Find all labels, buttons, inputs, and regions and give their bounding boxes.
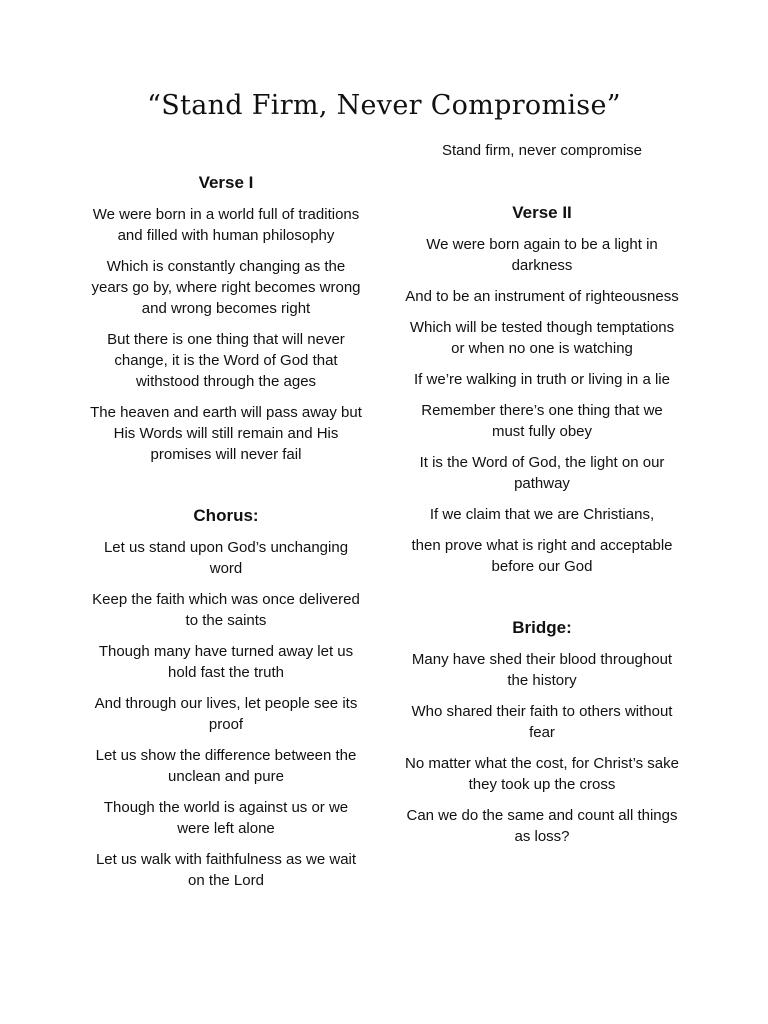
lyric-line: But there is one thing that will never change, it is the Word of God that withstood through the ages	[107, 331, 345, 390]
lyric-line: Let us stand upon God’s unchanging word	[103, 539, 349, 577]
lyric-line: Can we do the same and count all things as loss?	[406, 807, 678, 845]
lyric-line: No matter what the cost, for Christ’s sake they took up the cross	[405, 755, 679, 793]
bridge-heading: Bridge:	[512, 618, 572, 637]
lyric-line: And through our lives, let people see its proof	[94, 695, 358, 733]
lyric-line: If we’re walking in truth or living in a lie	[414, 371, 670, 388]
lyric-line: Which will be tested though temptations or when no one is watching	[409, 319, 675, 357]
lyric-line: It is the Word of God, the light on our pathway	[419, 454, 665, 492]
lyric-line: Remember there’s one thing that we must fully obey	[421, 402, 663, 440]
lyric-line: then prove what is right and acceptable before our God	[411, 537, 673, 575]
lyric-line: We were born in a world full of traditions and filled with human philosophy	[92, 206, 360, 244]
song-title: “Stand Firm, Never Compromise”	[147, 90, 621, 121]
lyric-line: Which is constantly changing as the years go by, where right becomes wrong and wrong becomes right	[91, 258, 361, 317]
bridge-section	[404, 617, 680, 847]
left-column	[88, 172, 364, 901]
lyric-line: Keep the faith which was once delivered to the saints	[92, 591, 360, 629]
lyric-line: Though many have turned away let us hold fast the truth	[98, 643, 354, 681]
lyric-line: Many have shed their blood throughout the history	[411, 651, 673, 689]
verse-2-heading: Verse II	[512, 203, 572, 222]
right-column	[404, 140, 680, 857]
verse-1-heading: Verse I	[198, 173, 254, 192]
lyric-line: Let us show the difference between the unclean and pure	[95, 747, 357, 785]
lyric-line: We were born again to be a light in darkness	[426, 236, 658, 274]
verse-2-section	[404, 202, 680, 577]
verse-1-section	[88, 172, 364, 465]
chorus-section	[88, 505, 364, 891]
lyric-line: Who shared their faith to others without fear	[411, 703, 673, 741]
lyric-line: If we claim that we are Christians,	[429, 506, 655, 523]
chorus-heading: Chorus:	[193, 506, 259, 525]
lyric-line: Let us walk with faithfulness as we wait on the Lord	[95, 851, 357, 889]
chorus-carryover-line: Stand firm, never compromise	[441, 142, 643, 159]
lyric-line: Though the world is against us or we were left alone	[103, 799, 349, 837]
lyric-line: And to be an instrument of righteousness	[405, 288, 679, 305]
lyric-line: The heaven and earth will pass away but His Words will still remain and His promises will never fail	[90, 404, 362, 463]
